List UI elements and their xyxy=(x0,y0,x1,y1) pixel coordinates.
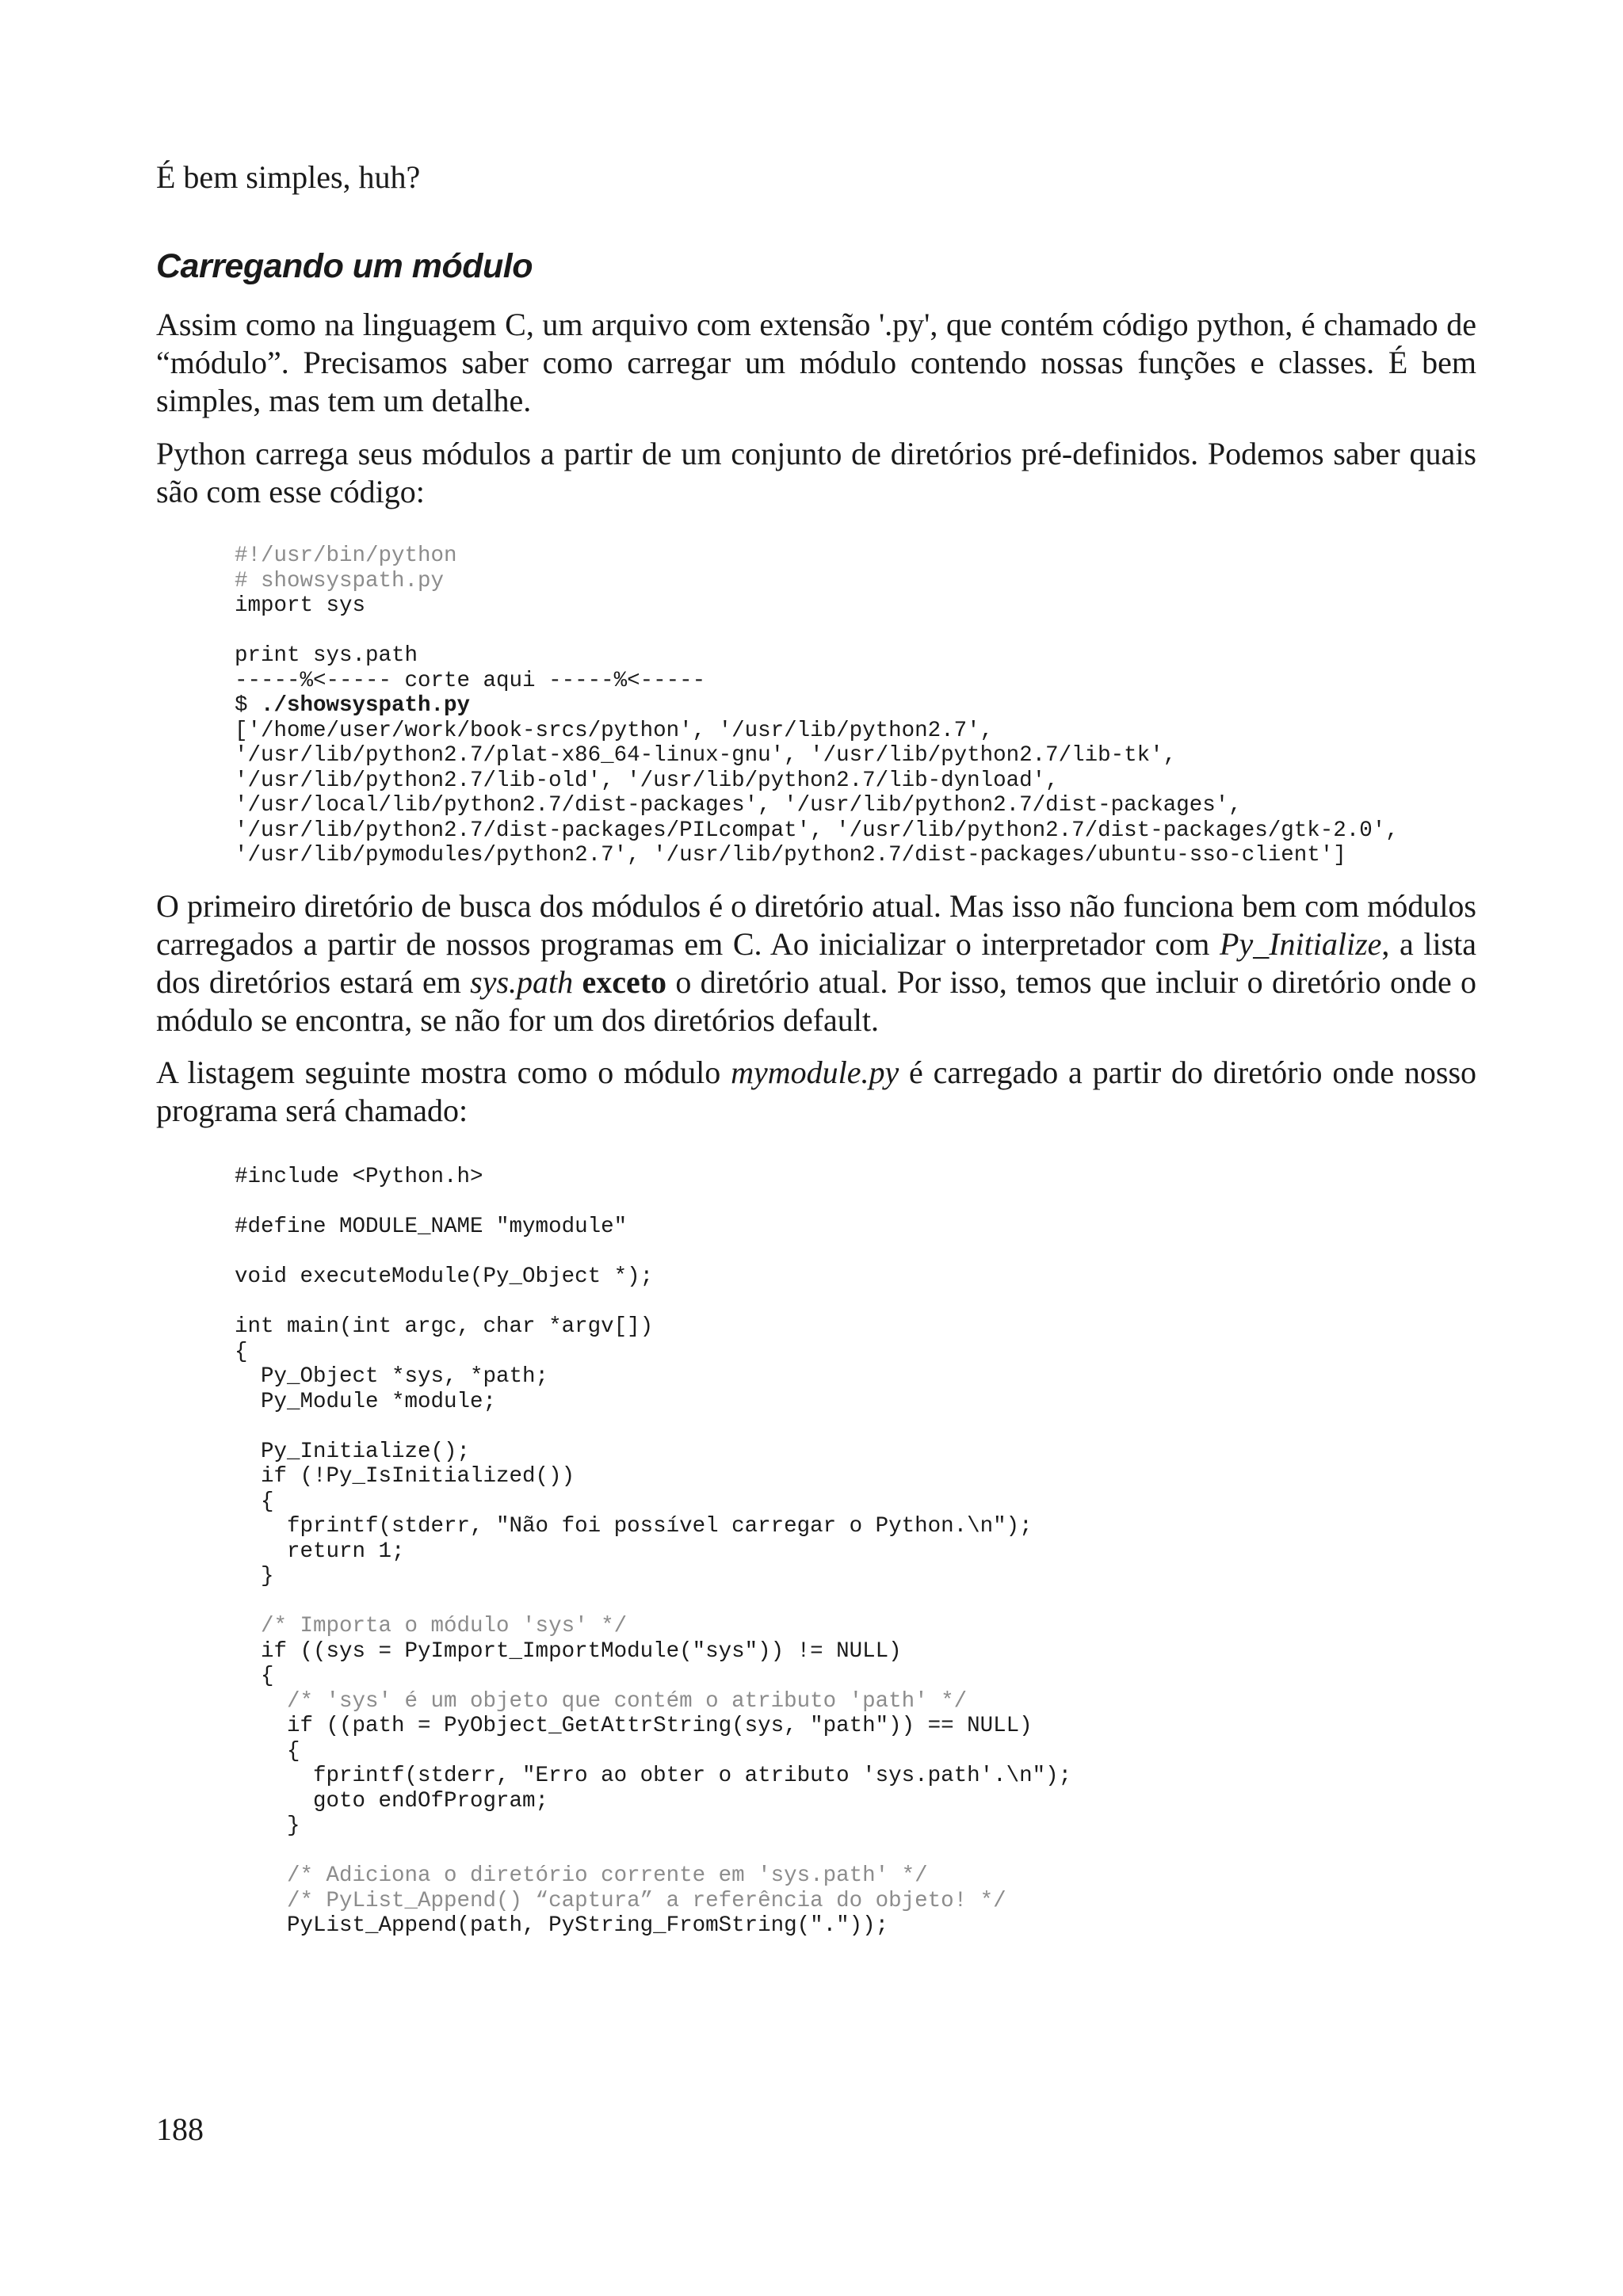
text-run: O primeiro diretório de busca dos módulos é o diretório atual. Mas isso não funciona bem com módulos carregados a partir de nossos programas em C. Ao inicializar o interpretador com xyxy=(156,888,1476,962)
code-block-syspath xyxy=(235,543,1399,868)
text-run: o diretório atual. Por isso, temos que incluir o diretório onde o módulo se encontra, se não for um dos diretórios default. xyxy=(156,964,1477,1038)
code-line: print sys.path xyxy=(235,643,418,668)
bold-term: exceto xyxy=(582,964,667,1000)
code-line xyxy=(235,1589,1071,1615)
code-line xyxy=(235,1190,1071,1215)
code-comment: /* PyList_Append() “captura” a referência do objeto! */ xyxy=(235,1888,1006,1913)
code-comment: /* 'sys' é um objeto que contém o atributo 'path' */ xyxy=(235,1688,968,1714)
code-block-c-program xyxy=(235,1165,1071,1939)
text-run xyxy=(573,964,582,1000)
code-line: #!/usr/bin/python xyxy=(235,543,457,568)
section-heading: Carregando um módulo xyxy=(156,247,533,285)
code-line: { xyxy=(235,1738,300,1764)
code-line: ['/home/user/work/book-srcs/python', '/usr/lib/python2.7', xyxy=(235,718,994,743)
code-line xyxy=(235,1240,1071,1265)
text-run: é carregado a partir do diretório onde nosso programa será chamado: xyxy=(156,1055,1477,1128)
code-line: '/usr/local/lib/python2.7/dist-packages', '/usr/lib/python2.7/dist-packages', xyxy=(235,793,1242,818)
code-line-command xyxy=(235,693,1399,719)
text-run: A listagem seguinte mostra como o módulo xyxy=(156,1055,731,1090)
code-line: #define MODULE_NAME "mymodule" xyxy=(235,1215,628,1239)
code-line: '/usr/lib/pymodules/python2.7', '/usr/lib/python2.7/dist-packages/ubuntu-sso-client'] xyxy=(235,843,1346,868)
italic-term: sys.path xyxy=(470,964,574,1000)
shell-prompt: $ xyxy=(235,693,262,718)
code-line: -----%<----- corte aqui -----%<----- xyxy=(235,668,706,693)
paragraph-2: Python carrega seus módulos a partir de um conjunto de diretórios pré-definidos. Podemos saber quais são com esse código: xyxy=(156,436,1476,509)
code-line: Py_Object *sys, *path; xyxy=(235,1364,549,1389)
code-line: # showsyspath.py xyxy=(235,568,445,593)
code-line: '/usr/lib/python2.7/plat-x86_64-linux-gnu', '/usr/lib/python2.7/lib-tk', xyxy=(235,743,1177,768)
code-comment: /* Importa o módulo 'sys' */ xyxy=(235,1614,628,1638)
code-line: fprintf(stderr, "Erro ao obter o atributo 'sys.path'.\n"); xyxy=(235,1764,1072,1788)
shell-command: ./showsyspath.py xyxy=(261,693,471,718)
italic-term: mymodule.py xyxy=(731,1055,899,1090)
intro-line: É bem simples, huh? xyxy=(156,159,421,195)
code-line: import sys xyxy=(235,593,366,618)
code-line: void executeModule(Py_Object *); xyxy=(235,1264,654,1289)
code-line: goto endOfProgram; xyxy=(235,1788,549,1814)
italic-term: Py_Initialize xyxy=(1220,926,1382,962)
code-line: int main(int argc, char *argv[]) xyxy=(235,1314,654,1339)
code-line xyxy=(235,619,1399,644)
text-run: , a lista dos diretórios estará em xyxy=(156,926,1477,1000)
code-line: #include <Python.h> xyxy=(235,1165,483,1189)
code-line: { xyxy=(235,1339,248,1364)
code-line: '/usr/lib/python2.7/lib-old', '/usr/lib/python2.7/lib-dynload', xyxy=(235,768,1059,793)
code-line: fprintf(stderr, "Não foi possível carregar o Python.\n"); xyxy=(235,1514,1033,1539)
code-line: return 1; xyxy=(235,1539,405,1564)
code-comment: /* Adiciona o diretório corrente em 'sys.path' */ xyxy=(235,1863,928,1888)
code-line: Py_Initialize(); xyxy=(235,1439,471,1464)
code-line: if ((sys = PyImport_ImportModule("sys")) != NULL) xyxy=(235,1638,902,1664)
paragraph-1: Assim como na linguagem C, um arquivo com extensão '.py', que contém código python, é chamado de “módulo”. Precisamos saber como carregar um módulo contendo nossas funções e classes. É bem simples, mas tem um detalhe. xyxy=(156,307,1476,418)
book-page xyxy=(156,0,1476,2296)
code-line: { xyxy=(235,1489,274,1514)
code-line: } xyxy=(235,1564,274,1589)
code-line: PyList_Append(path, PyString_FromString(".")); xyxy=(235,1913,889,1938)
code-line xyxy=(235,1839,1071,1864)
paragraph-3 xyxy=(156,887,1476,1039)
code-line: Py_Module *module; xyxy=(235,1389,497,1414)
page-number: 188 xyxy=(156,2111,204,2147)
paragraph-4 xyxy=(156,1054,1476,1130)
code-line: '/usr/lib/python2.7/dist-packages/PILcompat', '/usr/lib/python2.7/dist-packages/gtk-2.0', xyxy=(235,818,1399,843)
code-line: if ((path = PyObject_GetAttrString(sys, "path")) == NULL) xyxy=(235,1714,1033,1738)
code-line: { xyxy=(235,1664,274,1688)
code-line xyxy=(235,1290,1071,1315)
code-line: if (!Py_IsInitialized()) xyxy=(235,1464,575,1489)
code-line xyxy=(235,1414,1071,1440)
code-line: } xyxy=(235,1814,300,1838)
